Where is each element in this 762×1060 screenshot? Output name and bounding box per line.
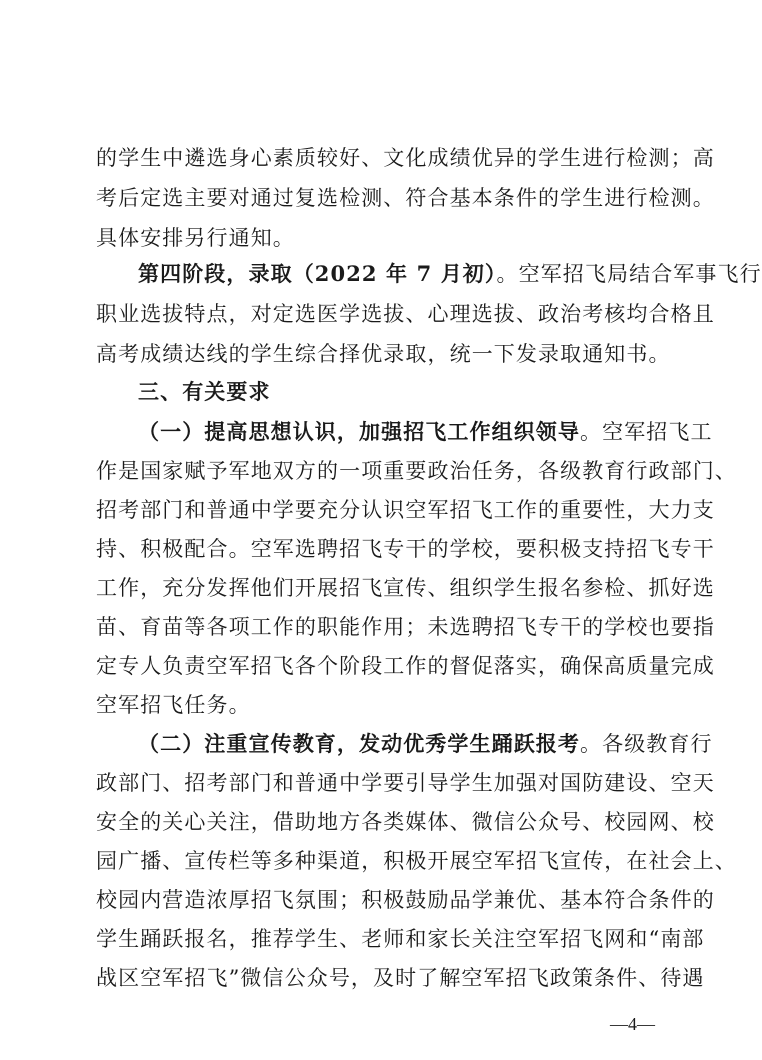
- para3-line-1: [138, 412, 713, 452]
- para4-line-1-rest: 。各级教育行: [580, 732, 713, 756]
- para1-line-3: 具体安排另行通知。: [96, 226, 295, 250]
- para2-line-1: [138, 254, 762, 294]
- para3-line-2: 作是国家赋予军地双方的一项重要政治任务，各级教育行政部门、: [96, 459, 737, 483]
- para4-lead: （二）注重宣传教育，发动优秀学生踊跃报考: [138, 731, 580, 756]
- para4-line-6: 学生踊跃报名，推荐学生、老师和家长关注空军招飞网和“南部: [96, 927, 705, 951]
- para1-line-2: 考后定选主要对通过复选检测、符合基本条件的学生进行检测。: [96, 186, 715, 210]
- para3-line-5: 工作，充分发挥他们开展招飞宣传、组织学生报名参检、抓好选: [96, 576, 715, 600]
- para2-lead: 第四阶段，录取（2022 年 7 月初）: [138, 261, 497, 286]
- para3-line-7: 定专人负责空军招飞各个阶段工作的督促落实，确保高质量完成: [96, 654, 715, 678]
- page-number: —4—: [610, 1014, 655, 1034]
- para3-line-8: 空军招飞任务。: [96, 693, 251, 717]
- para4-line-7: 战区空军招飞”微信公众号，及时了解空军招飞政策条件、待遇: [96, 966, 705, 990]
- para1-line-1: 的学生中遴选身心素质较好、文化成绩优异的学生进行检测；高: [96, 146, 715, 170]
- para3-line-4: 持、积极配合。空军选聘招飞专干的学校，要积极支持招飞专干: [96, 537, 715, 561]
- para2-line-1-rest: 。空军招飞局结合军事飞行: [496, 262, 762, 286]
- section-heading: 三、有关要求: [138, 380, 271, 404]
- para3-lead: （一）提高思想认识，加强招飞工作组织领导: [138, 419, 580, 444]
- para2-line-3: 高考成绩达线的学生综合择优录取，统一下发录取通知书。: [96, 342, 671, 366]
- para4-line-3: 安全的关心关注，借助地方各类媒体、微信公众号、校园网、校: [96, 810, 715, 834]
- para4-line-2: 政部门、招考部门和普通中学要引导学生加强对国防建设、空天: [96, 771, 715, 795]
- para3-line-3: 招考部门和普通中学要充分认识空军招飞工作的重要性，大力支: [96, 498, 715, 522]
- para3-line-6: 苗、育苗等各项工作的职能作用；未选聘招飞专干的学校也要指: [96, 615, 715, 639]
- para3-line-1-rest: 。空军招飞工: [580, 420, 713, 444]
- para4-line-5: 校园内营造浓厚招飞氛围；积极鼓励品学兼优、基本符合条件的: [96, 888, 715, 912]
- para4-line-4: 园广播、宣传栏等多种渠道，积极开展空军招飞宣传，在社会上、: [96, 849, 737, 873]
- para4-line-1: [138, 724, 713, 764]
- para2-line-2: 职业选拔特点，对定选医学选拔、心理选拔、政治考核均合格且: [96, 302, 715, 326]
